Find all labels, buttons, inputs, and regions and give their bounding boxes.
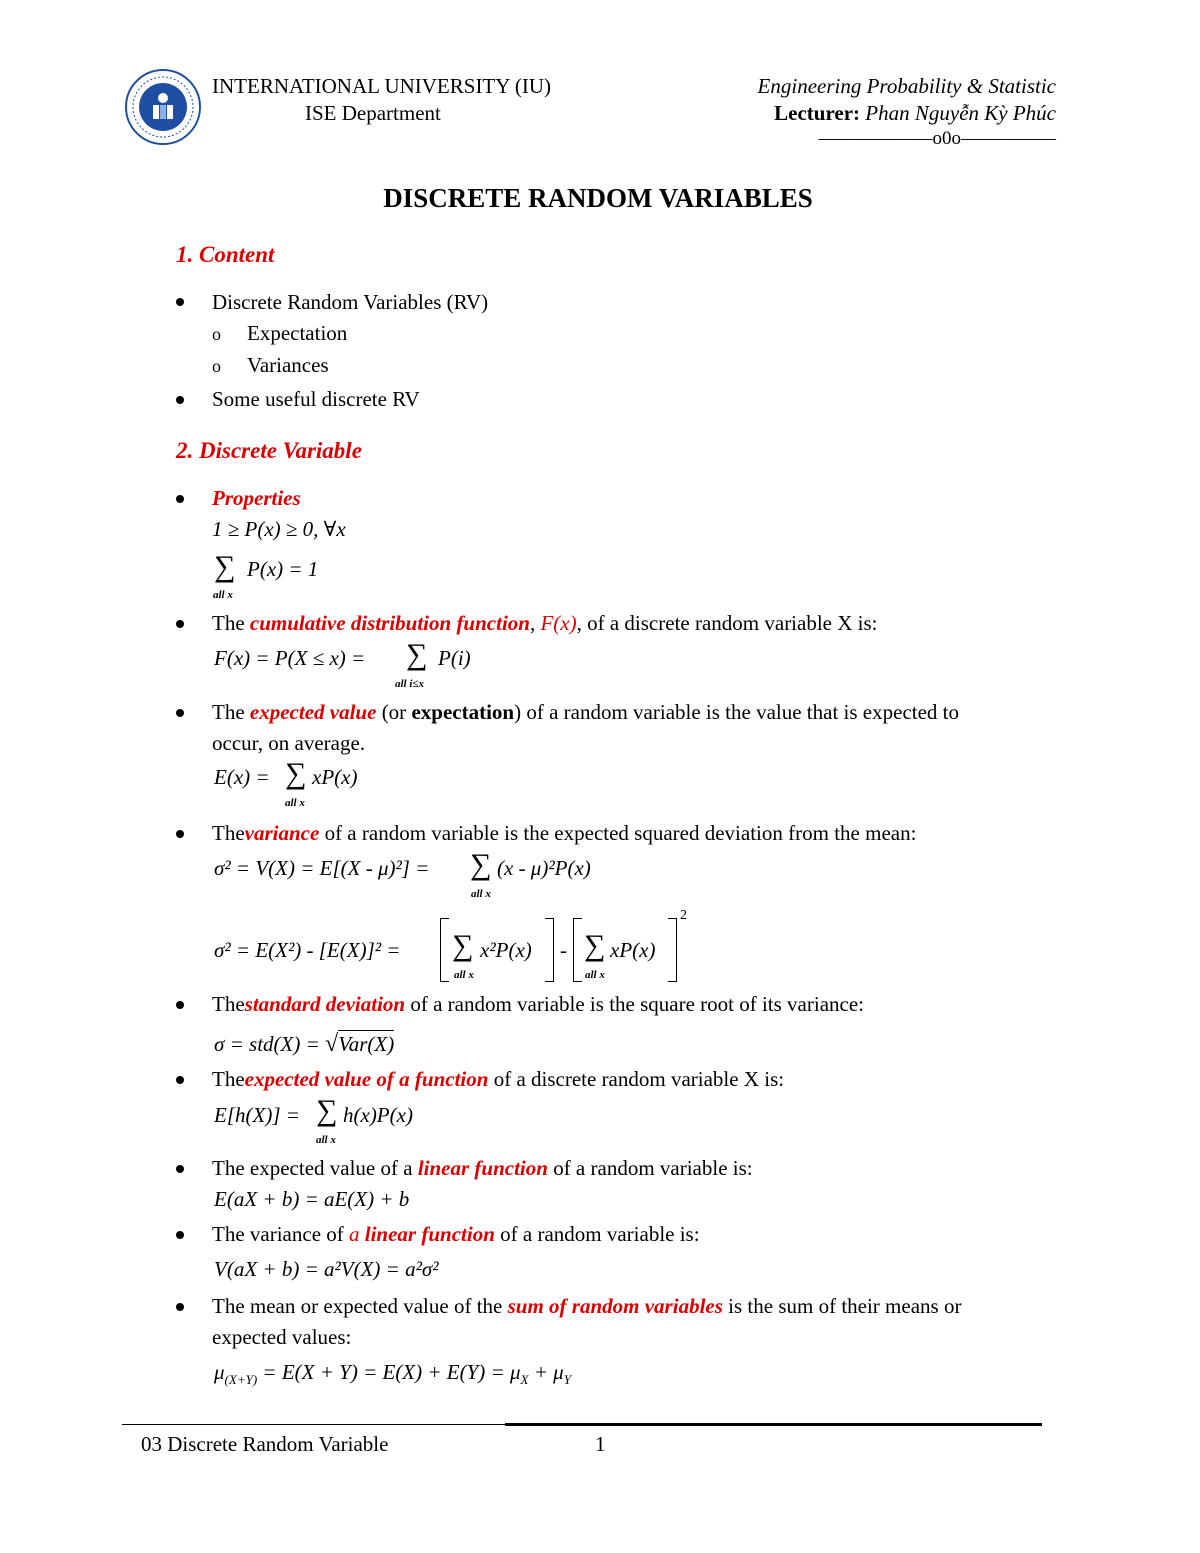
linear-var-post: of a random variable is:	[500, 1222, 700, 1246]
stddev-term: standard deviation	[244, 992, 406, 1016]
sum-mu: μ	[214, 1360, 225, 1384]
expected-text-line2: occur, on average.	[212, 731, 366, 755]
sub-bullet: o	[212, 324, 221, 344]
linear-mean-pre: The expected value of a	[212, 1156, 413, 1180]
linear-var-pre: The variance of	[212, 1222, 344, 1246]
properties-label: Properties	[212, 486, 301, 510]
expected-text	[212, 700, 959, 725]
cdf-comma: ,	[529, 611, 536, 635]
function-post: of a discrete random variable X is:	[493, 1067, 785, 1091]
expected-term: expected value	[249, 700, 377, 724]
right-bracket	[668, 918, 677, 982]
variance-formula-2-mid: x²P(x)	[480, 938, 532, 962]
cdf-pre: The	[212, 611, 245, 635]
function-term: expected value of a function	[244, 1067, 489, 1091]
sum-term: sum of random variables	[507, 1294, 723, 1318]
expected-formula: E(x) =	[214, 765, 270, 789]
bullet	[176, 830, 184, 838]
bullet	[176, 1076, 184, 1084]
footer-title: 03 Discrete Random Variable	[141, 1432, 389, 1456]
department-name: ISE Department	[305, 101, 441, 125]
page-title: DISCRETE RANDOM VARIABLES	[383, 183, 813, 213]
content-item: Discrete Random Variables (RV)	[212, 290, 489, 314]
stddev-text	[212, 992, 864, 1017]
cdf-formula: F(x) = P(X ≤ x) =	[214, 646, 366, 670]
content-item: Some useful discrete RV	[212, 387, 420, 411]
footer-rule-thick	[505, 1423, 1042, 1426]
linear-var-text	[212, 1222, 700, 1247]
left-bracket	[573, 918, 582, 982]
lecturer-name: Phan Nguyễn Kỳ Phúc	[865, 101, 1056, 125]
property-formula-1: 1 ≥ P(x) ≥ 0, ∀x	[212, 517, 346, 541]
function-formula-tail: h(x)P(x)	[343, 1103, 413, 1127]
expected-bold: expectation	[411, 700, 515, 724]
bullet	[176, 709, 184, 717]
sum-symbol: ∑	[470, 848, 492, 881]
sub-bullet: o	[212, 356, 221, 376]
cdf-post: , of a discrete random variable X is:	[576, 611, 878, 635]
bullet	[176, 495, 184, 503]
header-separator: ––––––––––––o0o––––––––––	[818, 128, 1056, 149]
cdf-text	[212, 611, 878, 636]
linear-var-formula: V(aX + b) = a²V(X) = a²σ²	[214, 1257, 439, 1281]
sum-text-line2: expected values:	[212, 1325, 352, 1349]
function-text	[212, 1067, 784, 1092]
sum-pre: The mean or expected value of the	[212, 1294, 503, 1318]
function-pre: The	[212, 1067, 245, 1091]
stddev-radicand: Var(X)	[338, 1032, 395, 1056]
bullet	[176, 298, 184, 306]
lecturer-line	[774, 101, 1056, 126]
variance-minus: -	[560, 938, 567, 962]
expected-formula-tail: xP(x)	[312, 765, 358, 789]
stddev-pre: The	[212, 992, 245, 1016]
linear-var-a: a	[349, 1222, 360, 1246]
bullet	[176, 620, 184, 628]
cdf-term: cumulative distribution function	[249, 611, 530, 635]
linear-mean-term: linear function	[417, 1156, 548, 1180]
variance-formula-2-tail: xP(x)	[610, 938, 656, 962]
footer-page-number: 1	[595, 1432, 606, 1456]
sum-text	[212, 1294, 961, 1319]
sum-index: all x	[454, 969, 474, 981]
bullet	[176, 1165, 184, 1173]
expected-pre: The	[212, 700, 245, 724]
variance-formula-1: σ² = V(X) = E[(X - μ)²] =	[214, 856, 430, 880]
variance-formula-1-tail: (x - μ)²P(x)	[497, 856, 591, 880]
sum-index: all x	[471, 888, 491, 900]
sum-symbol: ∑	[316, 1094, 338, 1127]
sum-sub-x: X	[520, 1372, 529, 1388]
cdf-formula-tail: P(i)	[438, 646, 471, 670]
variance-formula-2: σ² = E(X²) - [E(X)]² =	[214, 938, 401, 962]
sum-mu-sub: (X+Y)	[224, 1372, 258, 1388]
section-heading-content: 1. Content	[176, 242, 275, 267]
sum-index: all x	[316, 1134, 336, 1146]
variance-text	[212, 821, 916, 846]
variance-pre: The	[212, 821, 245, 845]
stddev-formula	[214, 1031, 394, 1058]
linear-mean-formula: E(aX + b) = aE(X) + b	[214, 1187, 410, 1211]
sum-symbol: ∑	[285, 757, 307, 790]
bullet	[176, 1001, 184, 1009]
variance-exponent: 2	[680, 908, 687, 923]
linear-mean-text	[212, 1156, 753, 1181]
sum-symbol: ∑	[584, 929, 606, 962]
linear-var-term: linear function	[364, 1222, 495, 1246]
bullet	[176, 1231, 184, 1239]
bullet	[176, 1303, 184, 1311]
sum-symbol: ∑	[452, 929, 474, 962]
property-formula-2: P(x) = 1	[247, 557, 319, 581]
sum-sub-y: Y	[563, 1372, 571, 1388]
sum-index: all x	[213, 589, 233, 601]
expected-open: (or	[381, 700, 407, 724]
right-bracket	[545, 918, 554, 982]
lecturer-label: Lecturer:	[774, 101, 861, 125]
content-subitem: Variances	[247, 353, 329, 377]
course-name: Engineering Probability & Statistic	[757, 74, 1056, 98]
sum-formula	[214, 1360, 571, 1388]
content-subitem: Expectation	[247, 321, 348, 345]
bullet	[176, 396, 184, 404]
variance-term: variance	[244, 821, 320, 845]
university-logo	[124, 68, 202, 146]
sum-post: is the sum of their means or	[728, 1294, 962, 1318]
sum-formula-rest: = E(X + Y) = E(X) + E(Y) = μ	[257, 1360, 521, 1384]
sqrt-symbol: √	[325, 1031, 339, 1057]
expected-post: ) of a random variable is the value that is expected to	[514, 700, 960, 724]
linear-mean-post: of a random variable is:	[553, 1156, 753, 1180]
sum-symbol: ∑	[406, 638, 428, 671]
sum-index: all i≤x	[395, 678, 424, 690]
section-heading-discrete: 2. Discrete Variable	[176, 438, 362, 463]
variance-post: of a random variable is the expected squared deviation from the mean:	[324, 821, 917, 845]
stddev-post: of a random variable is the square root of its variance:	[410, 992, 865, 1016]
cdf-fx: F(x)	[540, 611, 577, 635]
sum-index: all x	[585, 969, 605, 981]
sum-symbol: ∑	[214, 550, 236, 583]
stddev-lhs: σ = std(X) =	[214, 1032, 326, 1056]
left-bracket	[440, 918, 449, 982]
sum-plus: + μ	[528, 1360, 564, 1384]
function-formula: E[h(X)] =	[214, 1103, 300, 1127]
sum-index: all x	[285, 797, 305, 809]
university-name: INTERNATIONAL UNIVERSITY (IU)	[212, 74, 552, 98]
